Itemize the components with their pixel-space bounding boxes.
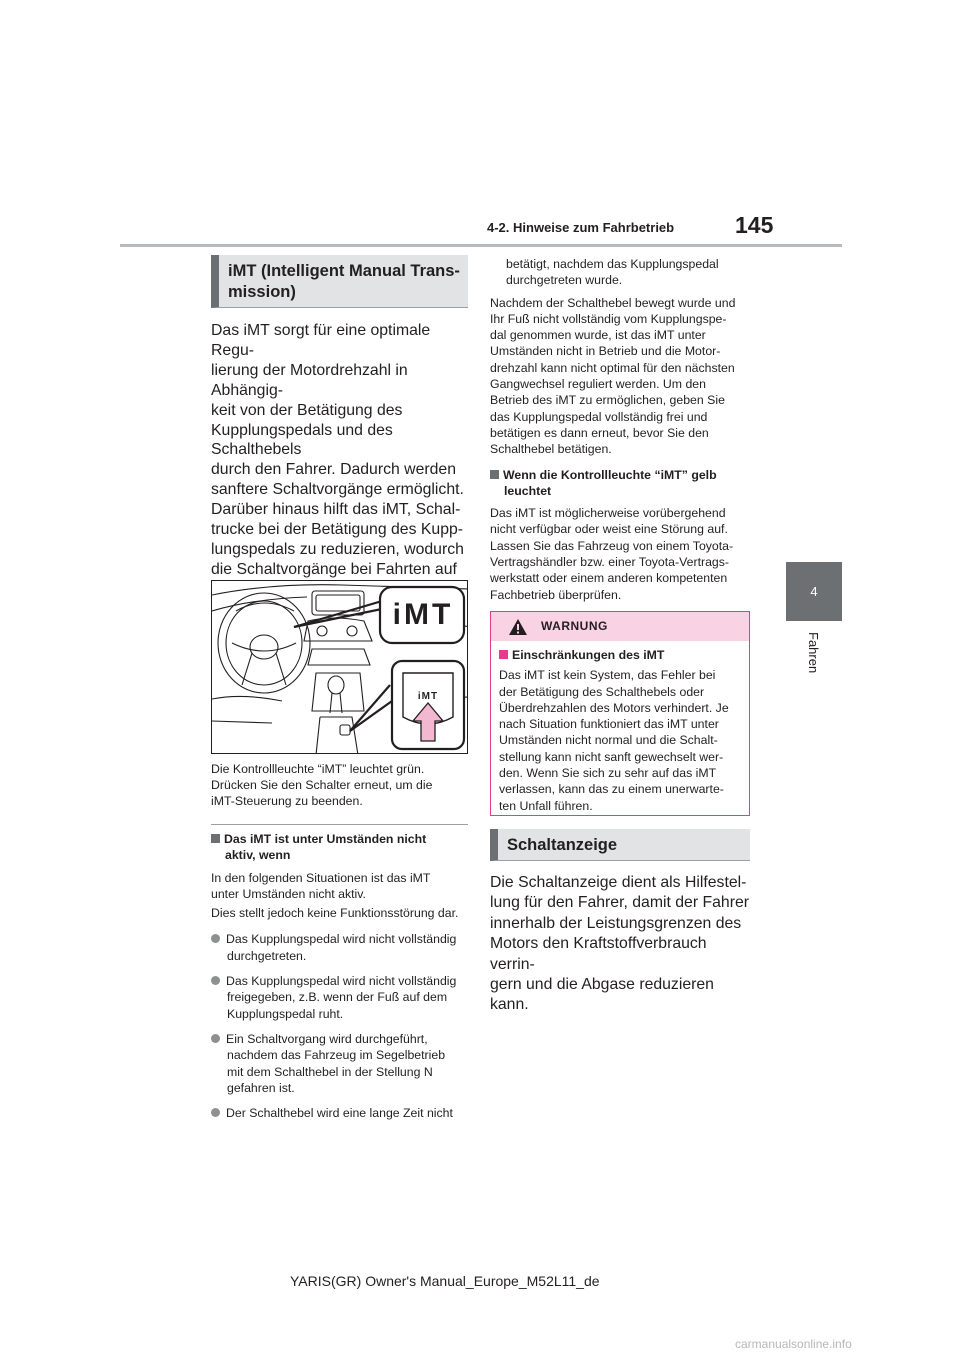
text-line: werkstatt oder einem anderen kompetenten xyxy=(490,571,728,586)
text-line: sanftere Schaltvorgänge ermöglicht. xyxy=(211,481,464,499)
page-number: 145 xyxy=(735,212,774,238)
round-bullet-icon xyxy=(211,1108,220,1117)
list-item xyxy=(211,1105,473,1121)
figure-caption xyxy=(211,761,473,809)
text-line: Das iMT ist möglicherweise vorübergehend xyxy=(490,506,726,521)
text-line: Die Kontrollleuchte “iMT” leuchtet grün. xyxy=(211,762,425,776)
round-bullet-icon xyxy=(211,976,220,985)
text-line: gefahren ist. xyxy=(227,1080,295,1095)
text-line: das Kupplungspedal vollständig frei und xyxy=(490,409,708,424)
text-line: Umständen nicht in Betrieb und die Motor- xyxy=(490,344,721,359)
divider xyxy=(211,824,468,825)
text-line: Umständen nicht normal und die Schalt- xyxy=(499,733,718,748)
warning-subheading xyxy=(499,647,741,663)
square-bullet-icon xyxy=(499,650,508,659)
text-line: Die Schaltanzeige dient als Hilfestel- xyxy=(490,874,747,891)
text-line: lierung der Motordrehzahl in Abhängig- xyxy=(211,361,408,399)
round-bullet-icon xyxy=(211,1034,220,1043)
text-line: Lassen Sie das Fahrzeug von einem Toyota- xyxy=(490,538,734,553)
text-line: Das Kupplungspedal wird nicht vollständig xyxy=(226,974,457,989)
section-title-line: iMT (Intelligent Manual Trans- xyxy=(228,262,460,280)
header-rule xyxy=(120,244,842,247)
section-path: 4-2. Hinweise zum Fahrbetrieb xyxy=(487,220,675,235)
section-header-shift-indicator: Schaltanzeige xyxy=(490,829,750,861)
list-item xyxy=(211,1031,473,1096)
text-line: Kupplungspedals und des Schalthebels xyxy=(211,421,393,459)
imt-callout-label: iMT xyxy=(392,598,454,631)
warning-header xyxy=(491,612,749,641)
text-line: Das iMT sorgt für eine optimale Regu- xyxy=(211,322,431,359)
text-line: Gangwechsel reguliert werden. Um den xyxy=(490,377,706,392)
right-column-text xyxy=(490,256,752,603)
subsection-heading xyxy=(490,467,752,500)
text-line: lung für den Fahrer, damit der Fahrer xyxy=(490,894,750,912)
text-line: keit von der Betätigung des xyxy=(211,401,403,419)
text-line: trucke bei der Betätigung des Kupp- xyxy=(211,521,464,539)
text-line: nicht verfügbar oder weist eine Störung auf. xyxy=(490,522,728,537)
heading-text: Wenn die Kontrollleuchte “iMT” gelb xyxy=(503,467,717,482)
warning-content xyxy=(491,641,749,814)
heading-text: Das iMT ist unter Umständen nicht xyxy=(224,832,427,846)
list-item xyxy=(211,931,473,964)
text-line: Drücken Sie den Schalter erneut, um die xyxy=(211,778,433,792)
text-line: Dies stellt jedoch keine Funktionsstörung dar. xyxy=(211,906,459,921)
text-line: innerhalb der Leistungsgrenzen des xyxy=(490,914,742,932)
text-line: Das iMT ist kein System, das Fehler bei xyxy=(499,668,716,683)
text-line: die Schaltvorgänge bei Fahrten auf xyxy=(211,560,457,578)
warning-title: WARNUNG xyxy=(541,619,608,633)
text-line: durchgetreten wurde. xyxy=(506,273,623,288)
text-line: durch den Fahrer. Dadurch werden xyxy=(211,461,456,479)
text-line: Schalthebel betätigen. xyxy=(490,442,612,457)
chapter-label: Fahren xyxy=(806,632,821,674)
square-bullet-icon xyxy=(490,470,499,479)
text-line: durchgetreten. xyxy=(227,948,307,963)
text-line: Darüber hinaus hilft das iMT, Schal- xyxy=(211,501,461,519)
heading-text: leuchtet xyxy=(504,483,552,498)
text-line: der Betätigung des Schalthebels oder xyxy=(499,684,705,699)
not-active-block xyxy=(211,831,473,1121)
text-line: betätigen es dann erneut, bevor Sie den xyxy=(490,425,709,440)
text-line: Überdrehzahlen des Motors verhindert. Je xyxy=(499,700,729,715)
text-line: Vertragshändler bzw. einer Toyota-Vertrags- xyxy=(490,555,730,570)
text-line: Nachdem der Schalthebel bewegt wurde und xyxy=(490,295,736,310)
text-line: nachdem das Fahrzeug im Segelbetrieb xyxy=(227,1048,446,1063)
text-line: Ein Schaltvorgang wird durchgeführt, xyxy=(226,1031,428,1046)
text-line: In den folgenden Situationen ist das iMT xyxy=(211,870,431,885)
subsection-heading xyxy=(211,831,473,864)
text-line: iMT-Steuerung zu beenden. xyxy=(211,794,363,808)
text-line: drehzahl kann nicht optimal für den nächsten xyxy=(490,360,735,375)
heading-text: aktiv, wenn xyxy=(225,848,291,863)
text-line: Fachbetrieb überprüfen. xyxy=(490,587,622,602)
text-line: stellung kann nicht sanft gewechselt wer- xyxy=(499,749,724,764)
watermark: carmanualsonline.info xyxy=(735,1337,852,1351)
text-line: ten Unfall führen. xyxy=(499,798,593,813)
chapter-tab: 4 xyxy=(786,562,842,621)
text-line: Betrieb des iMT zu ermöglichen, geben Sie xyxy=(490,393,725,408)
list-item xyxy=(211,973,473,1022)
text-line: gern und die Abgase reduzieren kann. xyxy=(490,976,714,1014)
text-line: Das Kupplungspedal wird nicht vollständig xyxy=(226,932,457,947)
round-bullet-icon xyxy=(211,934,220,943)
text-line: Der Schalthebel wird eine lange Zeit nicht xyxy=(226,1106,453,1121)
text-line: Motors den Kraftstoffverbrauch verrin- xyxy=(490,935,707,973)
warning-triangle-icon xyxy=(508,618,528,636)
text-line: dal genommen wurde, ist das iMT unter xyxy=(490,328,706,343)
section-title-line: mission) xyxy=(228,283,296,301)
text-line: mit dem Schalthebel in der Stellung N xyxy=(227,1064,433,1079)
text-line: Ihr Fuß nicht vollständig vom Kupplungspe- xyxy=(490,311,727,326)
text-line: lungspedals zu reduzieren, wodurch xyxy=(211,540,464,558)
text-line: freigegeben, z.B. wenn der Fuß auf dem xyxy=(227,990,448,1005)
text-line: unter Umständen nicht aktiv. xyxy=(211,886,366,901)
text-line: verlassen, kann das zu einem unerwarte- xyxy=(499,782,724,797)
square-bullet-icon xyxy=(211,834,220,843)
warning-box xyxy=(490,611,750,816)
heading-text: Einschränkungen des iMT xyxy=(512,648,665,662)
text-line: betätigt, nachdem das Kupplungspedal xyxy=(506,257,719,271)
shift-indicator-description xyxy=(490,873,752,1016)
text-line: Kupplungspedal ruht. xyxy=(227,1006,344,1021)
dashboard-illustration xyxy=(211,580,468,754)
footer-manual-id: YARIS(GR) Owner's Manual_Europe_M52L11_de xyxy=(290,1273,600,1289)
list-item-continuation xyxy=(490,256,752,289)
text-line: nach Situation funktioniert das iMT unter xyxy=(499,717,719,732)
text-line: den. Wenn Sie sich zu sehr auf das iMT xyxy=(499,766,717,781)
imt-button-label: iMT xyxy=(417,691,439,702)
section-header-imt xyxy=(211,255,468,308)
